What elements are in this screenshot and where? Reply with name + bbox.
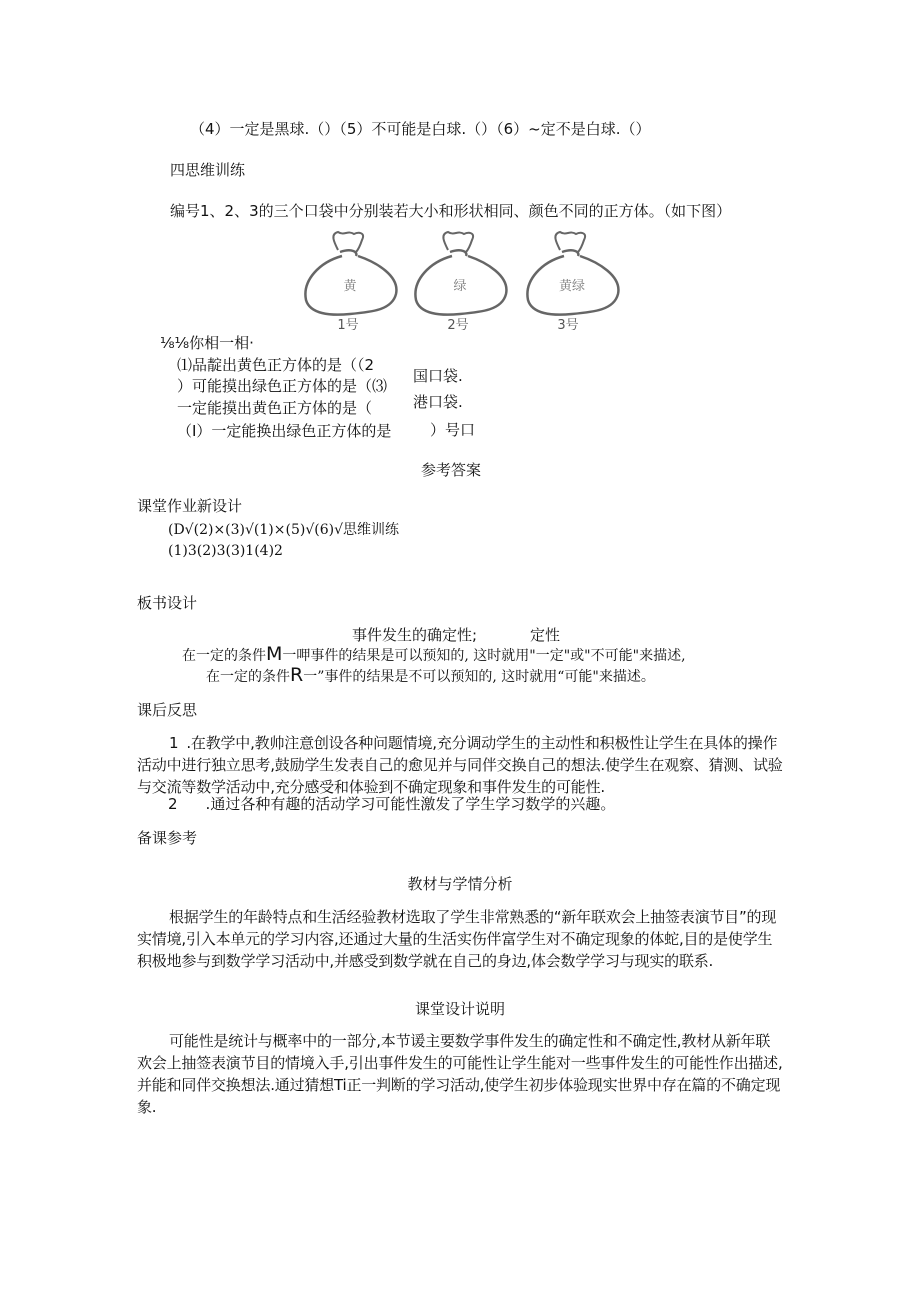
design-text-block <box>137 1030 783 1118</box>
board-title-right: 定性 <box>530 626 561 644</box>
bag-3-content: 黄绿 <box>558 279 586 294</box>
board-line2-b: R <box>290 664 304 686</box>
bag-3 <box>527 232 618 333</box>
answers-section: 课堂作业新设计 <box>137 497 243 515</box>
prep-heading: 备课参考 <box>137 829 198 847</box>
thinking-a2: 港口袋. <box>413 393 463 411</box>
analysis-title: 教材与学情分析 <box>407 875 513 893</box>
board-title-left: 事件发生的确定性; <box>352 626 478 644</box>
board-line1 <box>182 644 686 666</box>
reflection-item2-num: 2 <box>168 795 178 813</box>
reflection-item1 <box>137 732 783 798</box>
answers-line1: (D√(2)×(3)√(1)×(5)√(6)√思维训练 <box>168 522 399 538</box>
analysis-text: 根据学生的年龄特点和生活经验教材选取了学生非常熟悉的“新年联欢会上抽签表演节目”的现实情境,引入本单元的学习内容,还通过大量的生活实伤伴富学生对不确定现象的体蛇,目的是使学生积极地参与到数学学习活动中,并感受到数学就在自己的身边,体会数学学习与现实的联系. <box>137 908 777 970</box>
thinking-q4: （I）一定能换出绿色正方体的是 <box>177 422 392 440</box>
bags-illustration <box>300 222 620 334</box>
answers-line2: (1)3(2)3(3)1(4)2 <box>168 543 283 559</box>
board-line1-b: M <box>266 643 283 665</box>
thinking-a1: 国口袋. <box>413 367 463 385</box>
bag-2-content: 绿 <box>453 279 467 294</box>
board-line1-a: 在一定的条件 <box>182 648 266 664</box>
thinking-q1: ⑴品靛出黄色正方体的是（（2 <box>177 356 375 374</box>
thinking-q2: ）可能摸出绿色正方体的是（⑶ <box>177 377 388 395</box>
analysis-text-block <box>137 906 783 972</box>
thinking-q3: 一定能摸出黄色正方体的是（ <box>177 399 373 417</box>
board-line2-c: 一”事件的结果是不可以预知的, 这时就用“可能"来描述。 <box>303 669 655 685</box>
reflection-item1-text: .在教学中,教帅注意创设各种问题情境,充分调动学生的主动性和积极性让学生在具体的操作活动中进行独立思考,鼓励学生发表自己的愈见并与同伴交换自己的想法.使学生在观察、猜测、试验与交流等数学活动中,充分感受和体验到不确定现象和事件发生的可能性. <box>137 734 783 796</box>
reflection-item1-num: 1 <box>169 734 179 752</box>
bag-2-number: 2号 <box>447 318 469 333</box>
board-heading: 板书设计 <box>137 594 198 612</box>
exercise-line-4-6: （4）一定是黑球.（）（5）不可能是白球.（）（6）~定不是白球.（） <box>190 120 651 138</box>
bag-1-number: 1号 <box>337 318 359 333</box>
board-line2 <box>206 665 655 687</box>
reflection-item2-text: .通过各种有趣的活动学习可能性激发了学生学习数学的兴趣。 <box>205 795 616 813</box>
design-title: 课堂设计说明 <box>414 1000 505 1018</box>
board-line2-a: 在一定的条件 <box>206 669 290 685</box>
design-text: 可能性是统计与概率中的一部分,本节谖主要数学事件发生的确定性和不确定性,教材从新年联欢会上抽签表演节目的情境入手,引出事件发生的可能性让学生能对一些事件发生的可能性作出描述,并能和同伴交换想法.通过猜想Ti正一判断的学习活动,使学生初步体验现实世界中存在篇的不确定现象. <box>137 1032 783 1116</box>
thinking-intro: 编号1、2、3的三个口袋中分别装若大小和形状相同、颜色不同的正方体。（如下图） <box>170 202 732 220</box>
board-line1-c: 一呷事件的结果是可以预知的, 这时就用"一定"或"不可能"来描述, <box>282 648 686 664</box>
bag-1 <box>305 232 396 333</box>
bag-2 <box>415 232 506 333</box>
answers-title: 参考答案 <box>421 461 482 479</box>
reflection-item2 <box>168 794 615 814</box>
thinking-a3: ）号口 <box>430 421 476 439</box>
reflection-heading: 课后反思 <box>137 701 198 719</box>
thinking-prompt: ⅛⅛你相一相· <box>160 334 254 352</box>
bag-1-content: 黄 <box>343 279 357 294</box>
thinking-heading: 四思维训练 <box>170 161 246 179</box>
bag-3-number: 3号 <box>557 318 579 333</box>
